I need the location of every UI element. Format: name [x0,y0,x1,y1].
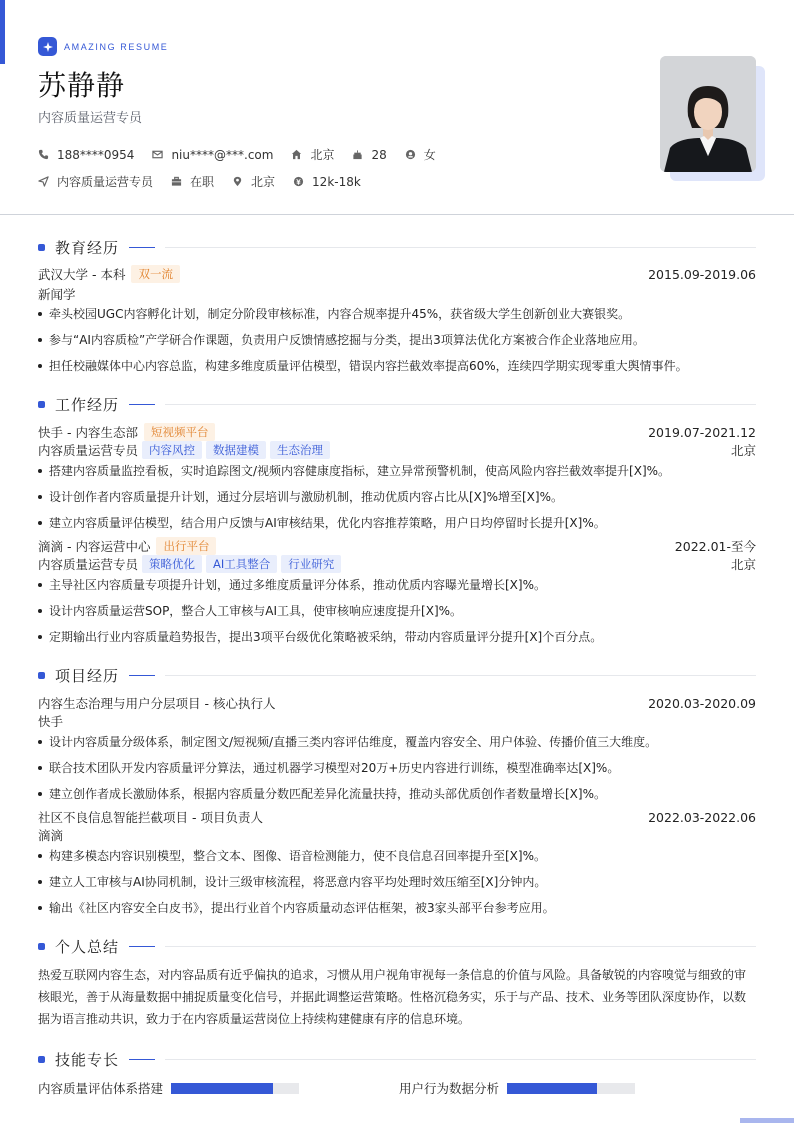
work-role-row [38,555,756,573]
work-dates: 2019.07-2021.12 [648,424,756,440]
candidate-title: 内容质量运营专员 [38,111,143,126]
target-position-info [38,173,153,190]
cake-icon [352,149,363,160]
list-item: 担任校融媒体中心内容总监，构建多维度质量评估模型，错误内容拦截效率提高60%，连续四学期实现零重大舆情事件。 [38,357,756,374]
list-item: 建立内容质量评估模型，结合用户反馈与AI审核结果，优化内容推荐策略，用户日均停留时长提升[X]%。 [38,514,756,531]
skill-name: 内容质量评估体系搭建 [38,1081,164,1096]
section-dash [129,404,155,405]
bullet-icon [38,338,42,342]
education-dates: 2015.09-2019.06 [648,266,756,282]
mail-icon [152,149,163,160]
skill-tag: AI工具整合 [206,555,277,573]
section-marker [38,943,45,950]
section-dash [129,675,155,676]
profile-photo [660,56,756,172]
section-dash [129,1059,155,1060]
work-location: 北京 [730,443,756,458]
gender-info [405,146,436,163]
section-title: 项目经历 [55,666,120,685]
skill-level-bar [507,1083,635,1094]
projects-section-heading [38,665,756,685]
gender-value: 女 [423,148,436,162]
skill-tag: 数据建模 [206,441,266,459]
skill-item [399,1079,635,1097]
section-dash [129,946,155,947]
skill-name: 用户行为数据分析 [399,1081,500,1096]
skill-tag: 行业研究 [281,555,341,573]
bullet-icon [38,766,42,770]
section-rule [165,404,756,405]
list-item: 设计内容质量分级体系，制定图文/短视频/直播三类内容评估维度，覆盖内容安全、用户体验、传播价值三大维度。 [38,733,756,750]
list-item: 设计内容质量运营SOP，整合人工审核与AI工具，使审核响应速度提升[X]%。 [38,602,756,619]
email-info [152,148,273,162]
gender-icon [405,149,416,160]
bullet-icon [38,740,42,744]
education-section-heading [38,237,756,257]
bullet-icon [38,792,42,796]
target-city-info [232,173,275,190]
section-title: 教育经历 [55,238,120,257]
bullet-icon [38,312,42,316]
target-position-value: 内容质量运营专员 [57,175,154,189]
section-marker [38,672,45,679]
list-item: 牵头校园UGC内容孵化计划，制定分阶段审核标准，内容合规率提升45%，获省级大学生创新创业大赛银奖。 [38,305,756,322]
sparkle-icon [38,37,57,56]
role-name: 内容质量运营专员 [38,443,139,458]
company-tag: 短视频平台 [144,423,216,441]
project-header [38,694,756,712]
education-major: 新闻学 [38,287,76,302]
company-tag: 出行平台 [156,537,216,555]
bullet-icon [38,854,42,858]
list-item: 建立创作者成长激励体系，根据内容质量分数匹配差异化流量扶持，推动头部优质创作者数量增长[X]%。 [38,785,756,802]
accent-bar [0,0,5,64]
salary-value: 12k-18k [312,174,361,189]
bullet-icon [38,906,42,910]
list-item: 参与“AI内容质检”产学研合作课题，负责用户反馈情感挖掘与分类，提出3项算法优化方案被合作企业落地应用。 [38,331,756,348]
age-info [352,148,386,162]
summary-section-heading [38,936,756,956]
project-org: 滴滴 [38,828,64,843]
skill-tag: 策略优化 [142,555,202,573]
section-marker [38,1056,45,1063]
salary-info [293,175,361,189]
skill-level-fill [507,1083,597,1094]
school-name: 武汉大学 - 本科 [38,267,126,282]
bullet-icon [38,880,42,884]
status-value: 在职 [190,175,215,189]
school-tag: 双一流 [131,265,180,283]
section-rule [165,1059,756,1060]
list-item: 建立人工审核与AI协同机制，设计三级审核流程，将恶意内容平均处理时效压缩至[X]分钟内。 [38,873,756,890]
work-location: 北京 [730,557,756,572]
section-title: 个人总结 [55,937,120,956]
skill-tag: 生态治理 [270,441,330,459]
company-name: 滴滴 - 内容运营中心 [38,539,151,554]
work-dates: 2022.01-至今 [674,539,756,554]
list-item: 设计创作者内容质量提升计划，通过分层培训与激励机制，推动优质内容占比从[X]%增至[X]%。 [38,488,756,505]
list-item: 构建多模态内容识别模型，整合文本、图像、语音检测能力，使不良信息召回率提升至[X]%。 [38,847,756,864]
section-rule [165,675,756,676]
role-name: 内容质量运营专员 [38,557,139,572]
list-item: 搭建内容质量监控看板，实时追踪图文/视频内容健康度指标，建立异常预警机制，使高风险内容拦截效率提升[X]%。 [38,462,756,479]
project-dates: 2020.03-2020.09 [648,695,756,711]
project-name: 社区不良信息智能拦截项目 - 项目负责人 [38,810,263,825]
work-header [38,423,756,441]
age-value: 28 [371,147,387,162]
header-divider [0,214,794,215]
phone-icon [38,149,49,160]
bottom-accent-bar [740,1118,794,1123]
list-item: 输出《社区内容安全白皮书》，提出行业首个内容质量动态评估框架，被3家头部平台参考应用。 [38,899,756,916]
bullet-icon [38,469,42,473]
work-section-heading [38,394,756,414]
section-rule [165,247,756,248]
project-dates: 2022.03-2022.06 [648,809,756,825]
section-marker [38,244,45,251]
money-icon [293,176,304,187]
contact-row [38,146,454,163]
hometown-value: 北京 [310,148,335,162]
section-title: 技能专长 [55,1050,120,1069]
phone-info [38,148,134,162]
candidate-name: 苏静静 [38,69,126,102]
send-icon [38,176,49,187]
section-dash [129,247,155,248]
target-city-value: 北京 [251,175,276,189]
skill-item [38,1079,299,1097]
project-org: 快手 [38,714,64,729]
hometown-info [291,146,334,163]
email-value: niu****@***.com [171,147,274,162]
brand [38,37,168,56]
bullet-icon [38,495,42,499]
bullet-icon [38,583,42,587]
list-item: 定期输出行业内容质量趋势报告，提出3项平台级优化策略被采纳，带动内容质量评分提升[X]个百分点。 [38,628,756,645]
skill-level-bar [171,1083,299,1094]
education-header [38,265,756,283]
intention-row [38,173,379,190]
brand-text: AMAZING RESUME [64,41,169,52]
work-role-row [38,441,756,459]
project-name: 内容生态治理与用户分层项目 - 核心执行人 [38,696,276,711]
phone-value: 188****0954 [57,147,135,162]
bullet-icon [38,521,42,525]
skill-level-fill [171,1083,273,1094]
summary-text: 热爱互联网内容生态，对内容品质有近乎偏执的追求，习惯从用户视角审视每一条信息的价值与风险。具备敏锐的内容嗅觉与细致的审核眼光，善于从海量数据中捕捉质量变化信号，并据此调整运营策略。性格沉稳务实，乐于与产品、技术、业务等团队深度协作，以数据为语言推动共识，致力于在内容质量运营岗位上持续构建健康有序的信息环境。 [38,968,747,1026]
section-rule [165,946,756,947]
section-title: 工作经历 [55,395,120,414]
bullet-icon [38,364,42,368]
bullet-icon [38,609,42,613]
list-item: 主导社区内容质量专项提升计划，通过多维度质量评分体系，推动优质内容曝光量增长[X]%。 [38,576,756,593]
work-header [38,537,756,555]
briefcase-icon [171,176,182,187]
location-pin-icon [232,176,243,187]
project-header [38,808,756,826]
home-icon [291,149,302,160]
list-item: 联合技术团队开发内容质量评分算法，通过机器学习模型对20万+历史内容进行训练，模型准确率达[X]%。 [38,759,756,776]
skill-tag: 内容风控 [142,441,202,459]
section-marker [38,401,45,408]
skills-section-heading [38,1049,756,1069]
company-name: 快手 - 内容生态部 [38,425,138,440]
status-info [171,173,214,190]
bullet-icon [38,635,42,639]
